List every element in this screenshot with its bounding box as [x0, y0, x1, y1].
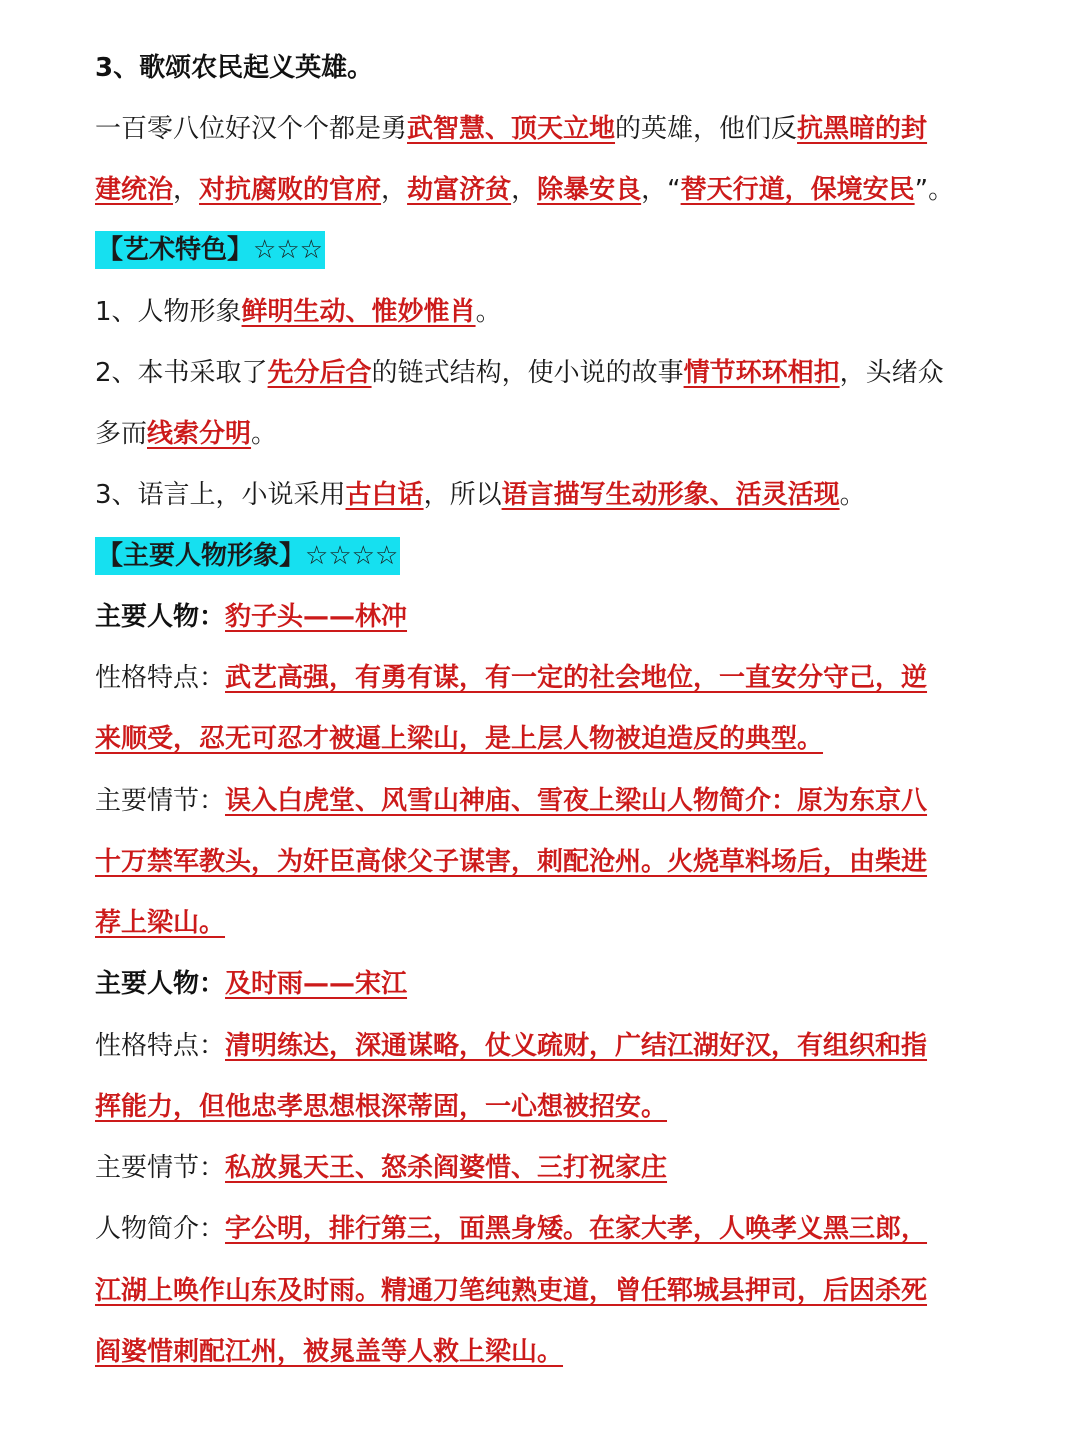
chars-heading-text: 【主要人物形象】 — [97, 541, 306, 571]
highlight-span: 江湖上唤作山东及时雨。精通刀笔纯熟吏道，曾任郓城县押司，后因杀死 — [95, 1276, 928, 1306]
text-span: 。 — [251, 419, 278, 449]
highlight-span: 抗黑暗的封 — [797, 114, 928, 144]
highlight-span: 建统治 — [95, 175, 174, 205]
highlight-span: 误入白虎堂、风雪山神庙、雪夜上梁山人物简介：原为东京八 — [225, 786, 928, 816]
song-plot-row — [95, 1148, 995, 1188]
field-label: 人物简介： — [95, 1214, 226, 1244]
song-name-row — [95, 964, 995, 1004]
art-heading — [95, 231, 325, 269]
field-label: 主要情节： — [95, 1153, 226, 1183]
text-span: ，“ — [641, 175, 681, 205]
paragraph-line-2 — [95, 170, 995, 210]
section-title-text: 3、歌颂农民起义英雄。 — [95, 53, 374, 83]
song-bio-row-2 — [95, 1271, 995, 1311]
highlight-span: 字公明，排行第三，面黑身矮。在家大孝，人唤孝义黑三郎， — [225, 1214, 928, 1244]
highlight-span: 挥能力，但他忠孝思想根深蒂固，一心想被招安。 — [95, 1092, 668, 1122]
text-span: ”。 — [914, 175, 955, 205]
song-bio-row-3 — [95, 1332, 995, 1372]
lin-plot-row-2 — [95, 842, 995, 882]
text-span: ， — [381, 175, 408, 205]
text-span: 1、人物形象 — [95, 297, 242, 327]
field-label: 主要人物： — [95, 602, 226, 632]
section-title — [95, 48, 995, 88]
highlight-span: 古白话 — [345, 480, 424, 510]
art-item-2 — [95, 353, 995, 393]
highlight-span: 除暴安良 — [537, 175, 642, 205]
text-span: 的英雄，他们反 — [615, 114, 798, 144]
art-heading-text: 【艺术特色】 — [97, 235, 254, 265]
art-item-3 — [95, 475, 995, 515]
text-span: 的链式结构，使小说的故事 — [371, 358, 684, 388]
song-bio-row — [95, 1209, 995, 1249]
field-label: 性格特点： — [95, 1031, 226, 1061]
text-span: 3、语言上，小说采用 — [95, 480, 346, 510]
text-span: 。 — [839, 480, 866, 510]
text-span: ， — [511, 175, 538, 205]
highlight-span: 先分后合 — [267, 358, 372, 388]
song-trait-row-2 — [95, 1087, 995, 1127]
art-item-1 — [95, 292, 995, 332]
highlight-span: 来顺受，忍无可忍才被逼上梁山，是上层人物被迫造反的典型。 — [95, 724, 824, 754]
highlight-span: 对抗腐败的官府 — [199, 175, 382, 205]
highlight-span: 荐上梁山。 — [95, 908, 226, 938]
text-span: 2、本书采取了 — [95, 358, 268, 388]
text-span: ，所以 — [423, 480, 502, 510]
highlight-span: 语言描写生动形象、活灵活现 — [501, 480, 840, 510]
paragraph-line-1 — [95, 109, 995, 149]
lin-name-row — [95, 597, 995, 637]
highlight-span: 十万禁军教头，为奸臣高俅父子谋害，刺配沧州。火烧草料场后，由柴进 — [95, 847, 928, 877]
text-span: ， — [173, 175, 200, 205]
text-span: 。 — [475, 297, 502, 327]
field-label: 主要人物： — [95, 969, 226, 999]
field-label: 主要情节： — [95, 786, 226, 816]
lin-plot-row-3 — [95, 903, 995, 943]
highlight-span: 清明练达，深通谋略，仗义疏财，广结江湖好汉，有组织和指 — [225, 1031, 928, 1061]
character-name: 及时雨——宋江 — [225, 969, 408, 999]
chars-heading — [95, 537, 400, 575]
chars-heading-row — [95, 536, 995, 576]
lin-trait-row — [95, 658, 995, 698]
lin-plot-row — [95, 781, 995, 821]
text-span: ，头绪众 — [839, 358, 944, 388]
highlight-span: 武智慧、顶天立地 — [407, 114, 616, 144]
text-span: 多而 — [95, 419, 148, 449]
highlight-span: 线索分明 — [147, 419, 252, 449]
star-rating: ☆☆☆☆ — [305, 541, 399, 571]
highlight-span: 劫富济贫 — [407, 175, 512, 205]
art-heading-row — [95, 230, 995, 270]
lin-trait-row-2 — [95, 719, 995, 759]
highlight-span: 鲜明生动、惟妙惟肖 — [241, 297, 476, 327]
song-trait-row — [95, 1026, 995, 1066]
highlight-span: 私放晁天王、怒杀阎婆惜、三打祝家庄 — [225, 1153, 668, 1183]
star-rating: ☆☆☆ — [253, 235, 323, 265]
character-name: 豹子头——林冲 — [225, 602, 408, 632]
highlight-span: 阎婆惜刺配江州，被晁盖等人救上梁山。 — [95, 1337, 564, 1367]
text-span: 一百零八位好汉个个都是勇 — [95, 114, 408, 144]
highlight-span: 替天行道，保境安民 — [680, 175, 915, 205]
art-item-2-cont — [95, 414, 995, 454]
highlight-span: 武艺高强，有勇有谋，有一定的社会地位，一直安分守己，逆 — [225, 663, 928, 693]
field-label: 性格特点： — [95, 663, 226, 693]
highlight-span: 情节环环相扣 — [683, 358, 840, 388]
